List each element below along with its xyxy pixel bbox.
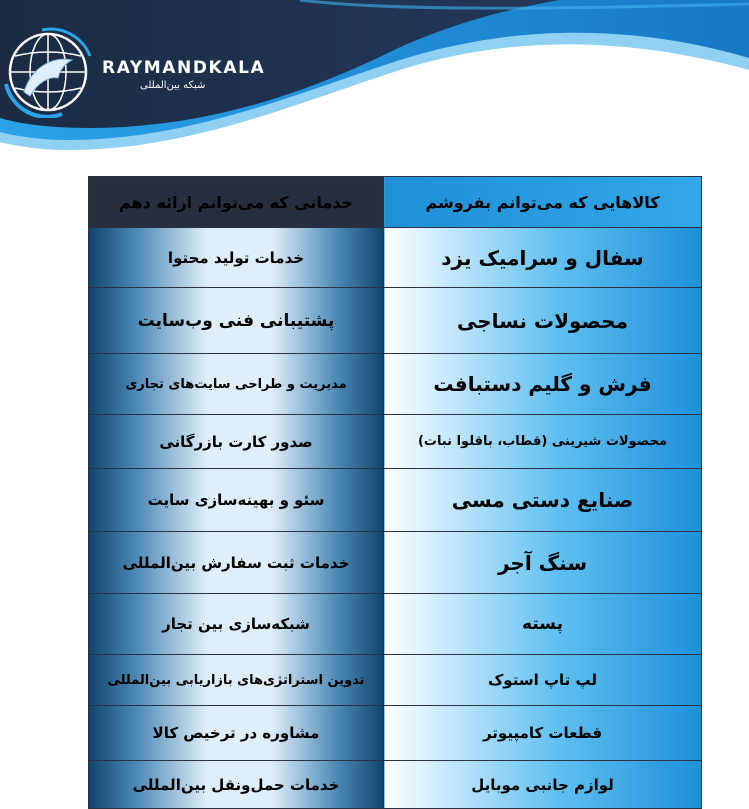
table-row — [89, 469, 702, 532]
brand-name: RAYMANDKALA — [102, 58, 266, 78]
service-cell: خدمات حمل‌ونقل بین‌المللی — [89, 761, 384, 809]
table-row — [89, 761, 702, 809]
product-cell: سنگ آجر — [384, 532, 702, 594]
services-column-header: خدماتی که می‌توانم ارائه دهم — [89, 177, 384, 228]
service-cell: صدور کارت بازرگانی — [89, 415, 384, 469]
table-row — [89, 594, 702, 655]
table-row — [89, 228, 702, 288]
product-cell: فرش و گلیم دستبافت — [384, 354, 702, 415]
product-cell: محصولات نساجی — [384, 288, 702, 354]
table-row — [89, 706, 702, 761]
header-wave-background — [0, 0, 749, 170]
globe-dolphin-icon — [2, 26, 94, 118]
service-cell: مشاوره در ترخیص کالا — [89, 706, 384, 761]
service-cell: پشتیبانی فنی وب‌سایت — [89, 288, 384, 354]
table-row — [89, 288, 702, 354]
service-cell: شبکه‌سازی بین تجار — [89, 594, 384, 655]
table-row — [89, 415, 702, 469]
service-cell: سئو و بهینه‌سازی سایت — [89, 469, 384, 532]
table-row — [89, 532, 702, 594]
product-cell: محصولات شیرینی (قطاب، باقلوا نبات) — [384, 415, 702, 469]
service-cell: مدیریت و طراحی سایت‌های تجاری — [89, 354, 384, 415]
products-services-table — [88, 176, 702, 809]
service-cell: خدمات تولید محتوا — [89, 228, 384, 288]
product-cell: پسته — [384, 594, 702, 655]
products-column-header: کالاهایی که می‌توانم بفروشم — [384, 177, 702, 228]
product-cell: سفال و سرامیک یزد — [384, 228, 702, 288]
header-banner — [0, 0, 749, 170]
brand-subtitle: شبکه بین‌المللی — [140, 80, 206, 91]
service-cell: تدوین استراتژی‌های بازاریابی بین‌المللی — [89, 655, 384, 706]
product-cell: صنایع دستی مسی — [384, 469, 702, 532]
table-header-row — [89, 177, 702, 228]
service-cell: خدمات ثبت سفارش بین‌المللی — [89, 532, 384, 594]
table-row — [89, 354, 702, 415]
product-cell: لپ تاپ استوک — [384, 655, 702, 706]
table-row — [89, 655, 702, 706]
product-cell: قطعات کامپیوتر — [384, 706, 702, 761]
product-cell: لوازم جانبی موبایل — [384, 761, 702, 809]
